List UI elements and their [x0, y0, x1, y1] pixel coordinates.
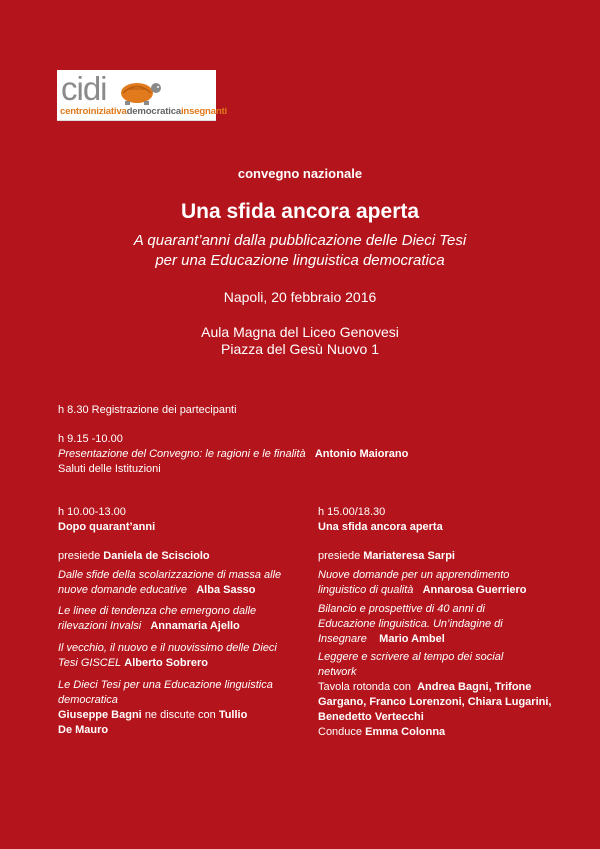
- event-date: Napoli, 20 febbraio 2016: [223, 289, 377, 305]
- discussion-guest: Tullio: [218, 709, 248, 721]
- morning-talk-1: [58, 568, 288, 598]
- event-kicker: convegno nazionale: [237, 166, 363, 181]
- morning-time-text: h 10.00-13.00: [58, 506, 126, 518]
- afternoon-talk-3: [318, 650, 548, 680]
- talk-title: Le Dieci Tesi per una Educazione linguistica: [58, 679, 273, 691]
- morning-talk-4: [58, 678, 288, 738]
- opening-time: h 9.15 -10.00: [58, 433, 123, 445]
- discussion-guest-surname: De Mauro: [58, 724, 109, 736]
- afternoon-chair-name: Mariateresa Sarpi: [363, 550, 455, 562]
- morning-title: [58, 520, 288, 535]
- round-table: [318, 680, 558, 740]
- round-table-names: Andrea Bagni, Trifone: [417, 681, 532, 693]
- round-table-names: Gargano, Franco Lorenzoni, Chiara Lugarini,: [318, 696, 552, 708]
- round-table-names: Benedetto Vertecchi: [318, 711, 424, 723]
- afternoon-time-text: h 15.00/18.30: [318, 506, 386, 518]
- discussion-connector: ne discute con: [144, 709, 216, 721]
- talk-title: network: [318, 666, 357, 678]
- venue-name: Aula Magna del Liceo Genovesi: [201, 324, 399, 340]
- morning-chair-name: Daniela de Scisciolo: [103, 550, 210, 562]
- cidi-logo: [57, 70, 227, 121]
- talk-title: Nuove domande per un apprendimento: [318, 569, 510, 581]
- afternoon-chair-label: presiede: [318, 550, 361, 562]
- logo-tag-part1: centroiniziativa: [60, 106, 127, 117]
- afternoon-time: [318, 505, 548, 520]
- afternoon-title: [318, 520, 548, 535]
- logo-tag-part3: insegnanti: [180, 106, 227, 117]
- morning-chair: [58, 549, 288, 564]
- talk-title: Educazione linguistica. Un’indagine di: [318, 618, 503, 630]
- talk-title: Dalle sfide della scolarizzazione di massa alle: [58, 569, 282, 581]
- registration-line: h 8.30 Registrazione dei partecipanti: [58, 404, 237, 416]
- round-table-label: Tavola rotonda con: [318, 681, 411, 693]
- event-subtitle-line2: per una Educazione linguistica democratica: [155, 252, 445, 269]
- talk-speaker: Mario Ambel: [379, 633, 445, 645]
- afternoon-chair: [318, 549, 548, 564]
- opening-speaker: Antonio Maiorano: [314, 448, 409, 460]
- talk-title: Tesi GISCEL: [58, 657, 122, 669]
- talk-speaker: Alba Sasso: [196, 584, 256, 596]
- opening-line: [58, 447, 408, 462]
- event-title: Una sfida ancora aperta: [180, 200, 420, 223]
- afternoon-talk-2: [318, 602, 548, 647]
- logo-tagline: [60, 106, 227, 117]
- discussion-speaker: Giuseppe Bagni: [58, 709, 142, 721]
- talk-title: linguistico di qualità: [318, 584, 414, 596]
- greetings-line: Saluti delle Istituzioni: [58, 463, 161, 475]
- talk-title: Bilancio e prospettive di 40 anni di: [318, 603, 485, 615]
- morning-talk-3: [58, 641, 288, 671]
- moderator-label: Conduce: [318, 726, 363, 738]
- talk-title: Il vecchio, il nuovo e il nuovissimo delle Dieci: [58, 642, 277, 654]
- venue-address: Piazza del Gesù Nuovo 1: [221, 341, 379, 357]
- morning-title-text: Dopo quarant’anni: [58, 521, 156, 533]
- morning-chair-label: presiede: [58, 550, 101, 562]
- afternoon-title-text: Una sfida ancora aperta: [318, 521, 443, 533]
- morning-talk-2: [58, 604, 288, 634]
- talk-title: rilevazioni Invalsi: [58, 620, 142, 632]
- morning-time: [58, 505, 288, 520]
- opening-title: Presentazione del Convegno: le ragioni e le finalità: [58, 448, 306, 460]
- talk-title: democratica: [58, 694, 118, 706]
- event-subtitle-line1: A quarant’anni dalla pubblicazione delle Dieci Tesi: [133, 232, 467, 249]
- talk-title: Insegnare: [318, 633, 367, 645]
- talk-title: nuove domande educative: [58, 584, 188, 596]
- logo-wordmark: cidi: [61, 70, 107, 107]
- turtle-icon: [117, 76, 165, 106]
- talk-speaker: Alberto Sobrero: [124, 657, 208, 669]
- moderator-name: Emma Colonna: [365, 726, 446, 738]
- talk-speaker: Annamaria Ajello: [150, 620, 240, 632]
- talk-title: Leggere e scrivere al tempo dei social: [318, 651, 504, 663]
- talk-title: Le linee di tendenza che emergono dalle: [58, 605, 257, 617]
- talk-speaker: Annarosa Guerriero: [422, 584, 527, 596]
- logo-tag-part2: democratica: [126, 106, 181, 117]
- afternoon-talk-1: [318, 568, 548, 598]
